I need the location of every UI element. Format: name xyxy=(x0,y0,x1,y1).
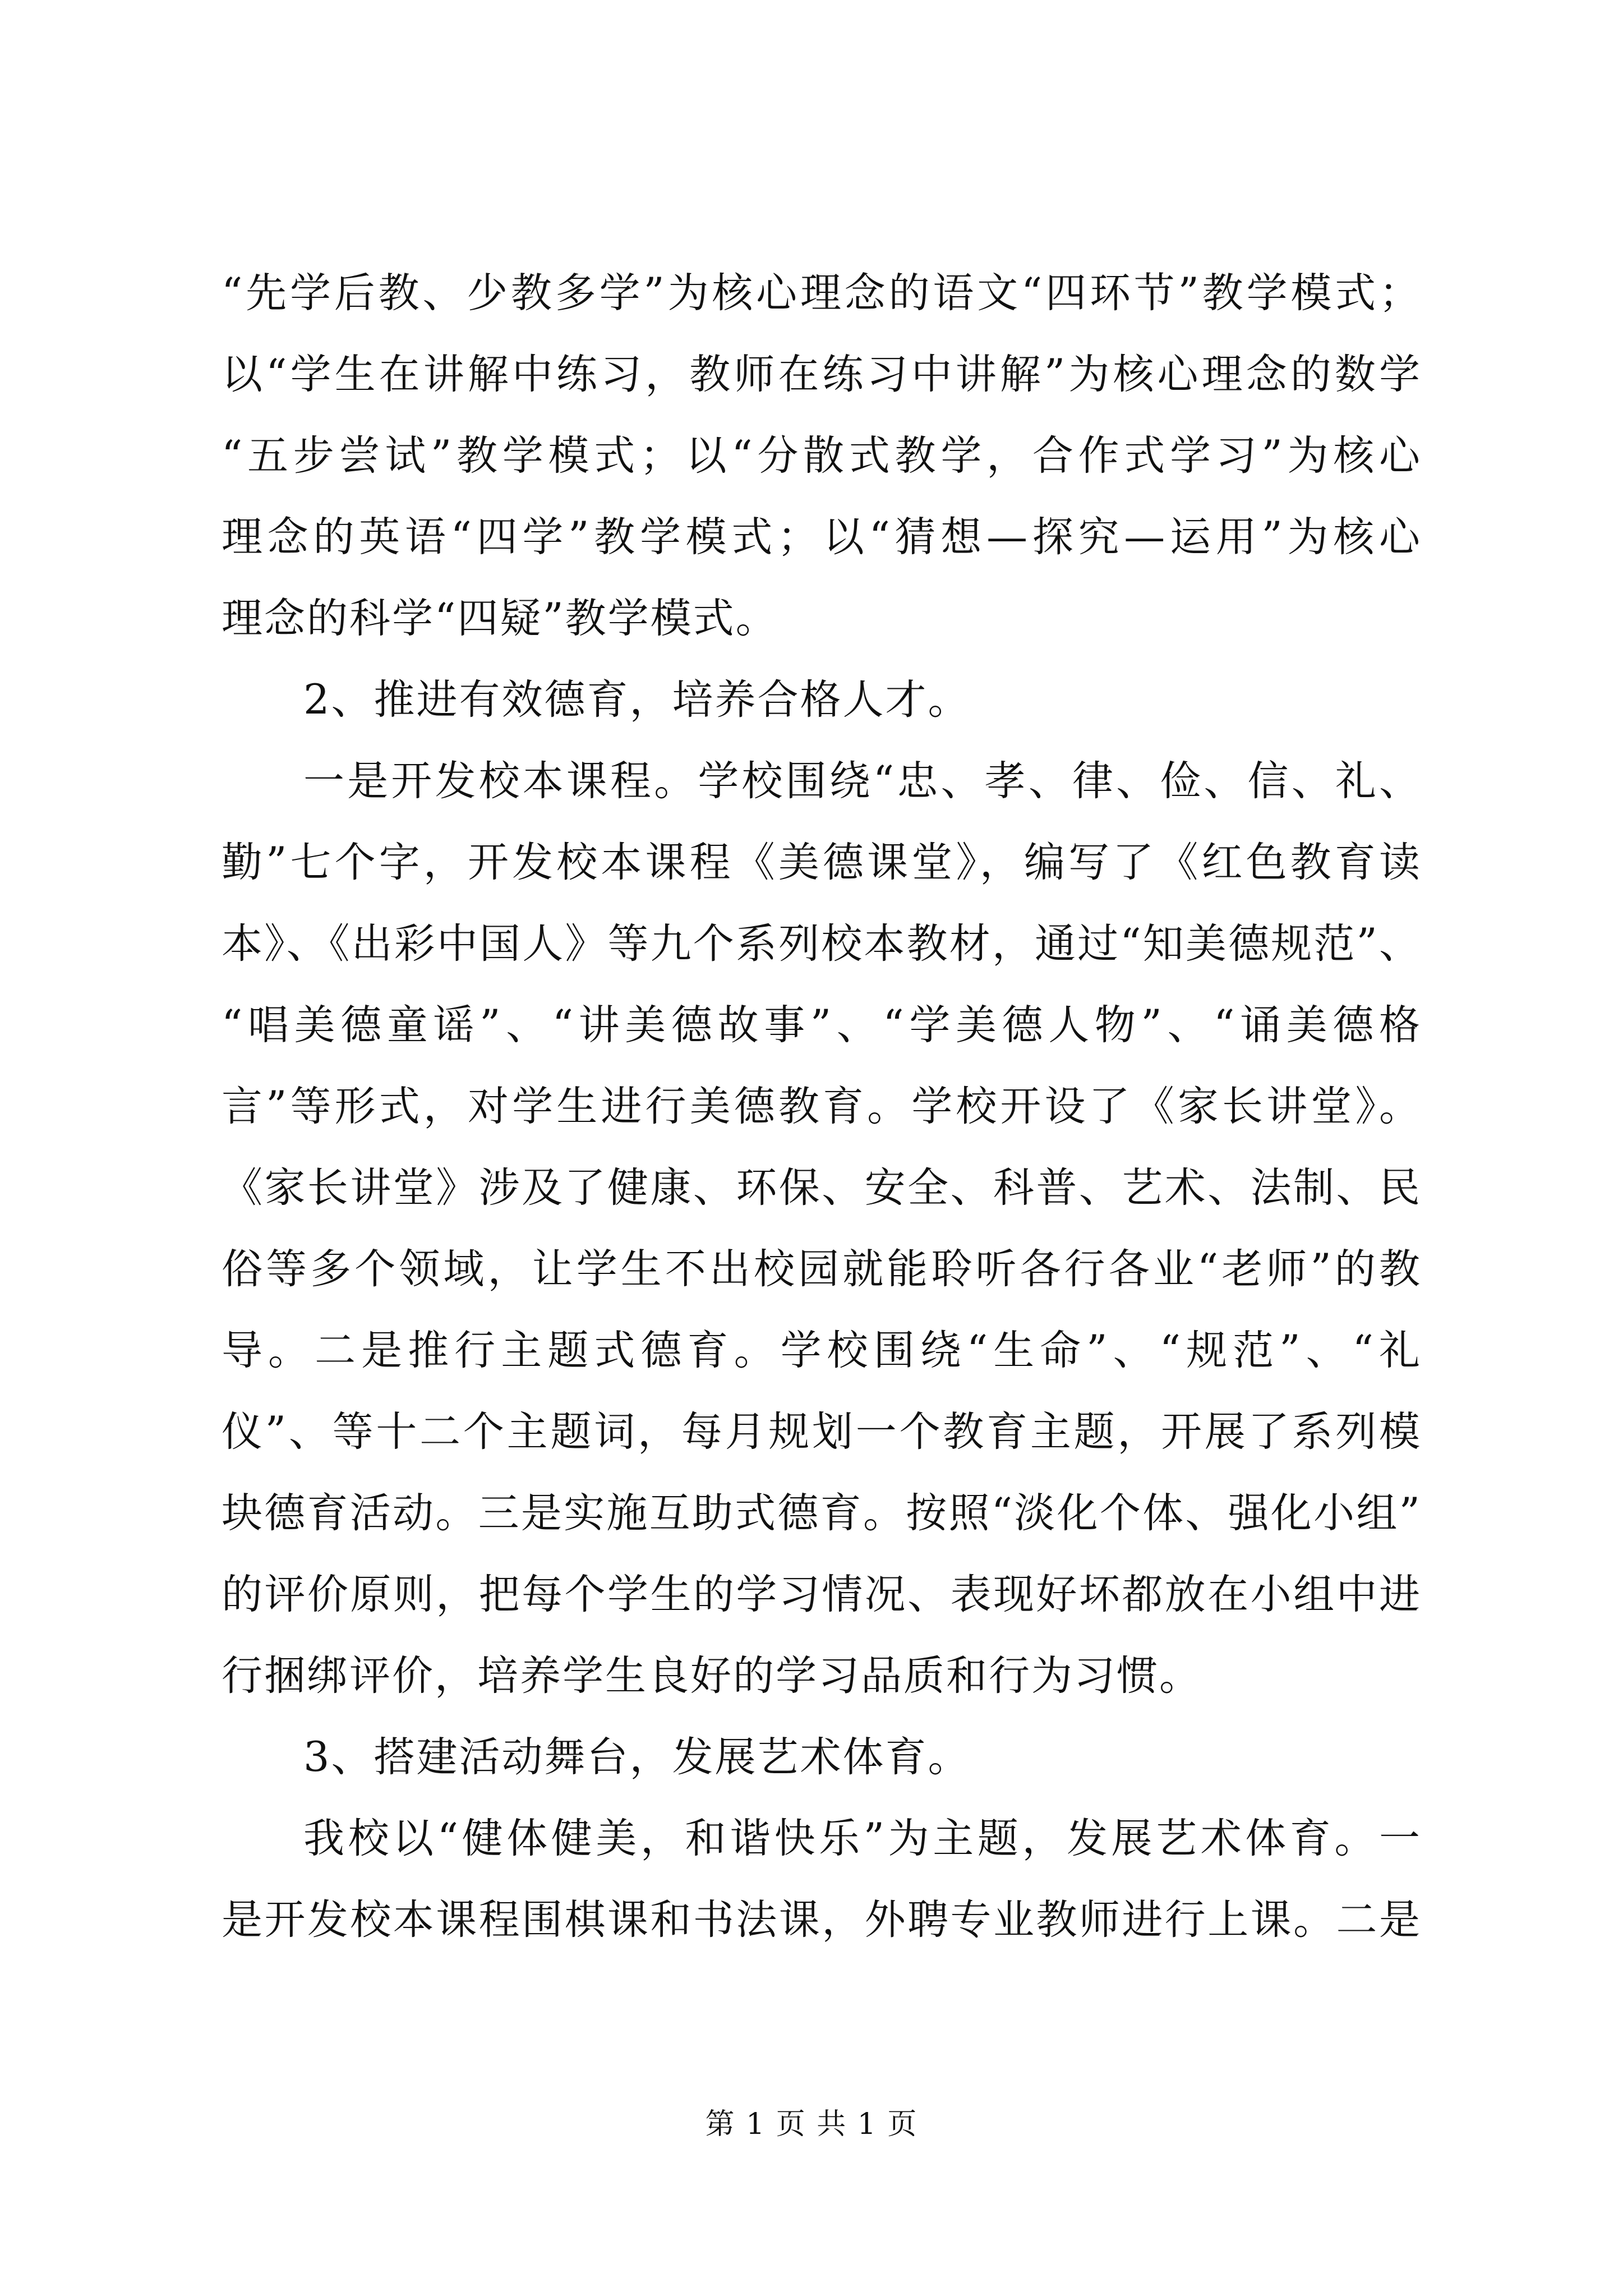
text-line: 一是开发校本课程。学校围绕“忠、孝、律、俭、信、礼、 xyxy=(303,757,1422,805)
text-line: 理念的科学“四疑”教学模式。 xyxy=(222,595,778,642)
text-line: 我校以“健体健美，和谐快乐”为主题，发展艺术体育。一 xyxy=(303,1815,1422,1862)
text-line: 勤”七个字，开发校本课程《美德课堂》，编写了《红色教育读 xyxy=(222,839,1422,886)
body-text xyxy=(222,252,1422,1961)
text-line: 理念的英语“四学”教学模式；以“猜想—探究—运用”为核心 xyxy=(222,513,1422,561)
text-line: 本》、《出彩中国人》等九个系列校本教材，通过“知美德规范”、 xyxy=(222,920,1422,968)
page-footer: 第 1 页 共 1 页 xyxy=(705,2108,918,2141)
text-line: 仪”、等十二个主题词，每月规划一个教育主题，开展了系列模 xyxy=(222,1408,1422,1456)
text-line: 块德育活动。三是实施互助式德育。按照“淡化个体、强化小组” xyxy=(222,1489,1422,1537)
text-line: “先学后教、少教多学”为核心理念的语文“四环节”教学模式； xyxy=(222,269,1422,317)
text-line: 2、推进有效德育，培养合格人才。 xyxy=(303,676,971,724)
text-line: 3、搭建活动舞台，发展艺术体育。 xyxy=(303,1733,971,1781)
text-line: 的评价原则，把每个学生的学习情况、表现好坏都放在小组中进 xyxy=(222,1571,1422,1618)
text-line: 俗等多个领域，让学生不出校园就能聆听各行各业“老师”的教 xyxy=(222,1245,1422,1293)
text-line: 以“学生在讲解中练习，教师在练习中讲解”为核心理念的数学 xyxy=(222,351,1422,398)
text-line: 是开发校本课程围棋课和书法课，外聘专业教师进行上课。二是 xyxy=(222,1896,1422,1944)
text-line: 《家长讲堂》涉及了健康、环保、安全、科普、艺术、法制、民 xyxy=(222,1164,1422,1212)
text-line: 行捆绑评价，培养学生良好的学习品质和行为习惯。 xyxy=(222,1652,1202,1700)
text-line: “唱美德童谣”、“讲美德故事”、“学美德人物”、“诵美德格 xyxy=(222,1001,1422,1049)
text-line: 导。二是推行主题式德育。学校围绕“生命”、“规范”、“礼 xyxy=(222,1327,1422,1374)
text-line: 言”等形式，对学生进行美德教育。学校开设了《家长讲堂》。 xyxy=(222,1083,1422,1130)
text-line: “五步尝试”教学模式；以“分散式教学，合作式学习”为核心 xyxy=(222,432,1422,480)
